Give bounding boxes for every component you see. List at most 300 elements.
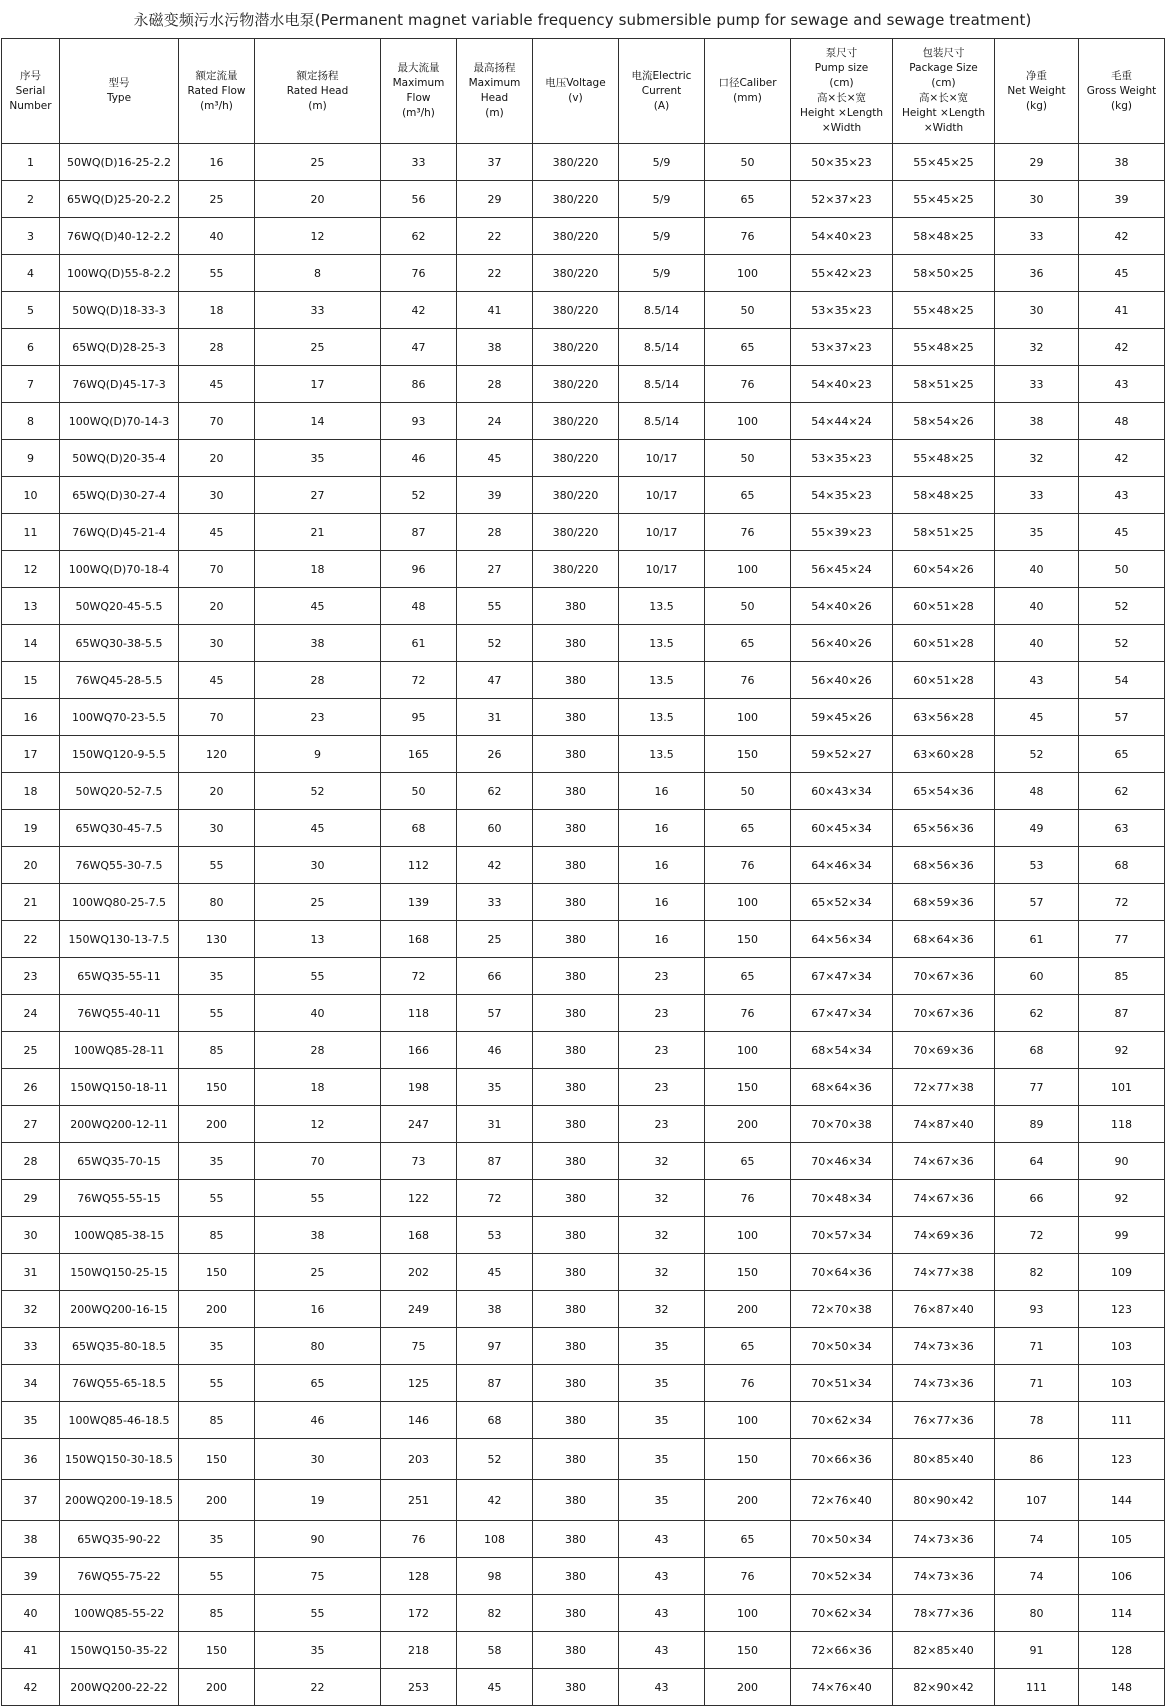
table-cell-maximum-flow: 139 [381,884,457,921]
table-cell-pump-size: 50×35×23 [791,144,893,181]
table-cell-rated-head: 40 [255,995,381,1032]
table-cell-maximum-head: 28 [457,514,533,551]
table-cell-maximum-head: 97 [457,1328,533,1365]
table-cell-package-size: 80×85×40 [893,1439,995,1480]
column-header-line: (m) [308,99,327,112]
table-cell-rated-head: 28 [255,662,381,699]
table-cell-rated-head: 12 [255,1106,381,1143]
table-row [2,514,1165,551]
table-cell-rated-head: 55 [255,958,381,995]
table-row [2,1032,1165,1069]
table-cell-rated-head: 27 [255,477,381,514]
table-cell-rated-head: 90 [255,1521,381,1558]
table-cell-rated-head: 55 [255,1595,381,1632]
table-cell-rated-head: 70 [255,1143,381,1180]
table-cell-serial-number: 41 [2,1632,60,1669]
table-cell-electric-current: 13.5 [619,699,705,736]
column-header-line: Package Size [909,62,978,74]
table-cell-gross-weight: 43 [1079,366,1165,403]
table-row [2,921,1165,958]
table-cell-gross-weight: 52 [1079,588,1165,625]
table-cell-voltage: 380 [533,1669,619,1706]
table-cell-caliber: 76 [705,366,791,403]
table-cell-voltage: 380 [533,1439,619,1480]
table-cell-maximum-flow: 42 [381,292,457,329]
table-cell-pump-size: 60×43×34 [791,773,893,810]
table-cell-maximum-head: 27 [457,551,533,588]
table-cell-maximum-flow: 112 [381,847,457,884]
table-cell-rated-flow: 85 [179,1595,255,1632]
table-cell-rated-head: 38 [255,625,381,662]
table-cell-rated-flow: 150 [179,1439,255,1480]
table-row [2,995,1165,1032]
table-cell-rated-head: 65 [255,1365,381,1402]
table-cell-serial-number: 6 [2,329,60,366]
table-cell-rated-head: 35 [255,440,381,477]
table-cell-package-size: 74×69×36 [893,1217,995,1254]
table-cell-package-size: 74×67×36 [893,1143,995,1180]
table-cell-maximum-head: 35 [457,1069,533,1106]
table-cell-electric-current: 16 [619,810,705,847]
table-cell-net-weight: 33 [995,477,1079,514]
table-cell-package-size: 72×77×38 [893,1069,995,1106]
column-header-line: (cm) [931,77,956,89]
table-cell-type: 65WQ35-90-22 [60,1521,179,1558]
column-header-line: (kg) [1111,99,1132,112]
table-cell-electric-current: 8.5/14 [619,329,705,366]
column-header-line: Current [641,84,682,97]
table-cell-voltage: 380/220 [533,440,619,477]
table-cell-caliber: 100 [705,699,791,736]
table-cell-rated-flow: 45 [179,514,255,551]
column-header-line: (A) [653,99,670,112]
table-cell-pump-size: 70×64×36 [791,1254,893,1291]
table-cell-gross-weight: 42 [1079,218,1165,255]
table-cell-caliber: 150 [705,1632,791,1669]
table-cell-rated-flow: 55 [179,1558,255,1595]
table-cell-maximum-flow: 61 [381,625,457,662]
table-cell-maximum-head: 72 [457,1180,533,1217]
table-row [2,1106,1165,1143]
table-row [2,1328,1165,1365]
table-cell-caliber: 76 [705,662,791,699]
table-cell-caliber: 150 [705,1439,791,1480]
table-cell-net-weight: 91 [995,1632,1079,1669]
table-cell-maximum-head: 66 [457,958,533,995]
table-cell-rated-flow: 25 [179,181,255,218]
table-cell-package-size: 55×48×25 [893,329,995,366]
table-cell-maximum-head: 87 [457,1365,533,1402]
table-cell-pump-size: 70×70×38 [791,1106,893,1143]
table-cell-type: 150WQ150-30-18.5 [60,1439,179,1480]
table-row [2,588,1165,625]
table-cell-serial-number: 19 [2,810,60,847]
table-row [2,1254,1165,1291]
table-cell-serial-number: 8 [2,403,60,440]
table-cell-type: 76WQ55-75-22 [60,1558,179,1595]
table-cell-caliber: 76 [705,847,791,884]
table-cell-type: 50WQ(D)16-25-2.2 [60,144,179,181]
table-cell-type: 100WQ(D)55-8-2.2 [60,255,179,292]
table-cell-voltage: 380 [533,625,619,662]
table-cell-voltage: 380 [533,995,619,1032]
table-cell-maximum-head: 38 [457,329,533,366]
table-cell-net-weight: 49 [995,810,1079,847]
table-cell-electric-current: 16 [619,773,705,810]
table-row [2,736,1165,773]
table-cell-voltage: 380 [533,1328,619,1365]
table-cell-rated-head: 25 [255,884,381,921]
table-cell-package-size: 58×54×26 [893,403,995,440]
table-cell-serial-number: 1 [2,144,60,181]
table-cell-gross-weight: 118 [1079,1106,1165,1143]
table-cell-maximum-head: 57 [457,995,533,1032]
table-cell-pump-size: 54×44×24 [791,403,893,440]
table-cell-voltage: 380 [533,1291,619,1328]
table-cell-caliber: 65 [705,1521,791,1558]
table-cell-rated-head: 30 [255,847,381,884]
table-cell-maximum-flow: 86 [381,366,457,403]
table-cell-type: 65WQ30-38-5.5 [60,625,179,662]
table-cell-gross-weight: 45 [1079,255,1165,292]
table-cell-pump-size: 70×50×34 [791,1521,893,1558]
table-cell-caliber: 65 [705,1328,791,1365]
table-cell-rated-head: 14 [255,403,381,440]
table-cell-rated-flow: 200 [179,1480,255,1521]
table-cell-gross-weight: 72 [1079,884,1165,921]
table-cell-maximum-head: 26 [457,736,533,773]
table-cell-type: 65WQ(D)30-27-4 [60,477,179,514]
table-cell-gross-weight: 43 [1079,477,1165,514]
table-cell-type: 65WQ35-80-18.5 [60,1328,179,1365]
table-cell-maximum-head: 24 [457,403,533,440]
table-row [2,1143,1165,1180]
table-cell-electric-current: 13.5 [619,736,705,773]
table-cell-pump-size: 56×45×24 [791,551,893,588]
column-header-maximum-head [457,39,533,144]
table-cell-maximum-head: 22 [457,218,533,255]
table-cell-maximum-head: 82 [457,1595,533,1632]
table-cell-rated-flow: 70 [179,699,255,736]
table-cell-rated-flow: 20 [179,440,255,477]
table-row [2,847,1165,884]
table-cell-pump-size: 53×35×23 [791,440,893,477]
table-header-row [2,39,1165,144]
table-cell-rated-flow: 40 [179,218,255,255]
table-cell-serial-number: 28 [2,1143,60,1180]
table-cell-package-size: 76×87×40 [893,1291,995,1328]
table-cell-rated-flow: 55 [179,255,255,292]
table-cell-maximum-head: 28 [457,366,533,403]
table-cell-electric-current: 23 [619,995,705,1032]
table-cell-electric-current: 23 [619,958,705,995]
table-cell-pump-size: 72×76×40 [791,1480,893,1521]
table-cell-serial-number: 38 [2,1521,60,1558]
column-header-caliber [705,39,791,144]
table-cell-electric-current: 35 [619,1439,705,1480]
table-cell-type: 76WQ45-28-5.5 [60,662,179,699]
table-cell-type: 100WQ85-46-18.5 [60,1402,179,1439]
table-cell-type: 76WQ(D)45-17-3 [60,366,179,403]
table-cell-electric-current: 43 [619,1558,705,1595]
table-cell-type: 76WQ55-30-7.5 [60,847,179,884]
table-cell-maximum-flow: 46 [381,440,457,477]
column-header-type [60,39,179,144]
table-cell-pump-size: 70×50×34 [791,1328,893,1365]
column-header-line: ×Width [821,122,862,134]
table-cell-electric-current: 5/9 [619,144,705,181]
table-cell-rated-flow: 70 [179,403,255,440]
table-cell-electric-current: 32 [619,1143,705,1180]
table-cell-type: 76WQ55-65-18.5 [60,1365,179,1402]
table-cell-package-size: 74×77×38 [893,1254,995,1291]
table-cell-pump-size: 70×51×34 [791,1365,893,1402]
table-cell-rated-head: 28 [255,1032,381,1069]
column-header-line: 净重 [1026,69,1047,82]
table-cell-caliber: 65 [705,329,791,366]
table-cell-package-size: 60×51×28 [893,588,995,625]
table-cell-package-size: 74×73×36 [893,1328,995,1365]
column-header-line: 泵尺寸 [825,47,858,59]
table-cell-net-weight: 64 [995,1143,1079,1180]
table-cell-caliber: 100 [705,551,791,588]
table-cell-type: 100WQ(D)70-14-3 [60,403,179,440]
table-cell-voltage: 380/220 [533,477,619,514]
table-cell-caliber: 65 [705,477,791,514]
table-cell-rated-flow: 16 [179,144,255,181]
table-cell-net-weight: 107 [995,1480,1079,1521]
table-cell-maximum-head: 45 [457,1669,533,1706]
table-cell-pump-size: 53×37×23 [791,329,893,366]
table-cell-maximum-head: 37 [457,144,533,181]
table-cell-gross-weight: 101 [1079,1069,1165,1106]
table-cell-electric-current: 43 [619,1595,705,1632]
table-cell-pump-size: 54×35×23 [791,477,893,514]
table-cell-caliber: 76 [705,995,791,1032]
table-cell-serial-number: 12 [2,551,60,588]
table-cell-electric-current: 35 [619,1365,705,1402]
column-header-line: (mm) [733,92,762,104]
table-cell-net-weight: 33 [995,366,1079,403]
table-cell-rated-flow: 80 [179,884,255,921]
table-cell-rated-flow: 30 [179,810,255,847]
table-cell-serial-number: 30 [2,1217,60,1254]
table-cell-pump-size: 60×45×34 [791,810,893,847]
table-cell-gross-weight: 148 [1079,1669,1165,1706]
table-cell-rated-flow: 45 [179,662,255,699]
table-row [2,440,1165,477]
table-cell-type: 150WQ150-35-22 [60,1632,179,1669]
table-cell-caliber: 100 [705,1402,791,1439]
table-cell-maximum-flow: 166 [381,1032,457,1069]
table-cell-maximum-head: 47 [457,662,533,699]
table-cell-maximum-head: 108 [457,1521,533,1558]
table-cell-package-size: 55×45×25 [893,181,995,218]
table-cell-rated-flow: 35 [179,1521,255,1558]
table-cell-serial-number: 31 [2,1254,60,1291]
table-cell-package-size: 55×48×25 [893,440,995,477]
table-cell-serial-number: 37 [2,1480,60,1521]
table-cell-caliber: 50 [705,292,791,329]
table-cell-rated-head: 55 [255,1180,381,1217]
table-cell-rated-flow: 85 [179,1217,255,1254]
table-cell-rated-flow: 30 [179,477,255,514]
table-cell-gross-weight: 41 [1079,292,1165,329]
table-cell-package-size: 82×85×40 [893,1632,995,1669]
table-cell-type: 200WQ200-22-22 [60,1669,179,1706]
table-cell-net-weight: 62 [995,995,1079,1032]
table-body [2,144,1165,1706]
column-header-line: 包装尺寸 [922,47,965,59]
table-cell-caliber: 50 [705,144,791,181]
table-cell-maximum-flow: 95 [381,699,457,736]
table-cell-caliber: 76 [705,1365,791,1402]
table-cell-electric-current: 10/17 [619,514,705,551]
column-header-line: 额定流量 [195,69,238,82]
table-cell-net-weight: 77 [995,1069,1079,1106]
table-cell-net-weight: 57 [995,884,1079,921]
table-row [2,662,1165,699]
table-cell-rated-flow: 200 [179,1291,255,1328]
table-cell-serial-number: 11 [2,514,60,551]
table-row [2,403,1165,440]
table-cell-package-size: 74×73×36 [893,1558,995,1595]
table-cell-caliber: 100 [705,403,791,440]
table-cell-net-weight: 38 [995,403,1079,440]
table-cell-caliber: 50 [705,588,791,625]
table-cell-voltage: 380/220 [533,551,619,588]
column-header-serial-number [2,39,60,144]
table-cell-package-size: 68×64×36 [893,921,995,958]
table-cell-gross-weight: 39 [1079,181,1165,218]
table-cell-voltage: 380 [533,1402,619,1439]
column-header-line: Type [106,92,132,104]
table-cell-type: 65WQ35-55-11 [60,958,179,995]
table-cell-electric-current: 23 [619,1032,705,1069]
table-cell-package-size: 55×48×25 [893,292,995,329]
table-cell-caliber: 65 [705,181,791,218]
table-cell-net-weight: 60 [995,958,1079,995]
table-cell-voltage: 380/220 [533,181,619,218]
column-header-line: Flow [406,92,431,104]
table-cell-maximum-flow: 253 [381,1669,457,1706]
table-cell-rated-head: 30 [255,1439,381,1480]
table-cell-caliber: 200 [705,1669,791,1706]
table-row [2,1180,1165,1217]
table-cell-maximum-flow: 249 [381,1291,457,1328]
table-row [2,1365,1165,1402]
column-header-line: Number [9,99,52,112]
table-cell-voltage: 380/220 [533,255,619,292]
table-cell-gross-weight: 103 [1079,1328,1165,1365]
table-cell-maximum-flow: 218 [381,1632,457,1669]
table-cell-electric-current: 16 [619,847,705,884]
table-cell-maximum-head: 38 [457,1291,533,1328]
table-cell-electric-current: 10/17 [619,551,705,588]
table-cell-pump-size: 72×70×38 [791,1291,893,1328]
table-cell-serial-number: 39 [2,1558,60,1595]
table-cell-rated-head: 38 [255,1217,381,1254]
table-cell-package-size: 70×67×36 [893,958,995,995]
table-cell-caliber: 100 [705,1595,791,1632]
table-cell-voltage: 380 [533,1595,619,1632]
table-cell-maximum-flow: 146 [381,1402,457,1439]
table-cell-electric-current: 32 [619,1254,705,1291]
table-cell-maximum-head: 60 [457,810,533,847]
table-cell-gross-weight: 111 [1079,1402,1165,1439]
table-cell-net-weight: 32 [995,329,1079,366]
table-cell-caliber: 100 [705,1217,791,1254]
column-header-line: 口径Caliber [718,77,777,89]
table-cell-package-size: 65×56×36 [893,810,995,847]
table-cell-electric-current: 16 [619,884,705,921]
table-cell-caliber: 200 [705,1480,791,1521]
table-cell-electric-current: 32 [619,1180,705,1217]
table-cell-maximum-flow: 73 [381,1143,457,1180]
table-cell-serial-number: 35 [2,1402,60,1439]
table-cell-package-size: 70×67×36 [893,995,995,1032]
table-cell-caliber: 200 [705,1106,791,1143]
table-cell-package-size: 74×73×36 [893,1365,995,1402]
table-cell-serial-number: 17 [2,736,60,773]
table-cell-maximum-flow: 165 [381,736,457,773]
table-cell-serial-number: 32 [2,1291,60,1328]
table-cell-serial-number: 9 [2,440,60,477]
table-cell-voltage: 380 [533,736,619,773]
table-cell-caliber: 76 [705,1558,791,1595]
table-row [2,366,1165,403]
table-cell-pump-size: 70×62×34 [791,1402,893,1439]
column-header-line: Serial [15,84,46,97]
table-cell-gross-weight: 128 [1079,1632,1165,1669]
table-cell-maximum-flow: 125 [381,1365,457,1402]
table-cell-rated-head: 75 [255,1558,381,1595]
table-row [2,181,1165,218]
table-cell-voltage: 380 [533,588,619,625]
table-cell-maximum-flow: 56 [381,181,457,218]
table-cell-net-weight: 45 [995,699,1079,736]
table-cell-voltage: 380 [533,847,619,884]
table-cell-type: 50WQ20-52-7.5 [60,773,179,810]
page-title: 永磁变频污水污物潜水电泵(Permanent magnet variable frequency submersible pump for sewage and sewage treatment) [133,10,1032,29]
column-header-line: 型号 [108,77,130,89]
table-cell-serial-number: 3 [2,218,60,255]
table-cell-maximum-head: 31 [457,1106,533,1143]
column-header-voltage [533,39,619,144]
table-cell-maximum-flow: 75 [381,1328,457,1365]
table-cell-type: 200WQ200-19-18.5 [60,1480,179,1521]
table-row [2,1217,1165,1254]
table-cell-net-weight: 32 [995,440,1079,477]
column-header-rated-flow [179,39,255,144]
table-cell-rated-head: 12 [255,218,381,255]
column-header-gross-weight [1079,39,1165,144]
table-cell-type: 100WQ85-28-11 [60,1032,179,1069]
table-row [2,810,1165,847]
table-cell-voltage: 380/220 [533,218,619,255]
table-cell-gross-weight: 123 [1079,1439,1165,1480]
table-cell-gross-weight: 52 [1079,625,1165,662]
table-cell-maximum-flow: 50 [381,773,457,810]
table-cell-rated-head: 45 [255,588,381,625]
table-row [2,1669,1165,1706]
table-cell-pump-size: 74×76×40 [791,1669,893,1706]
table-cell-maximum-flow: 62 [381,218,457,255]
table-cell-pump-size: 72×66×36 [791,1632,893,1669]
column-header-line: (v) [568,92,583,104]
table-cell-net-weight: 111 [995,1669,1079,1706]
table-cell-pump-size: 70×48×34 [791,1180,893,1217]
